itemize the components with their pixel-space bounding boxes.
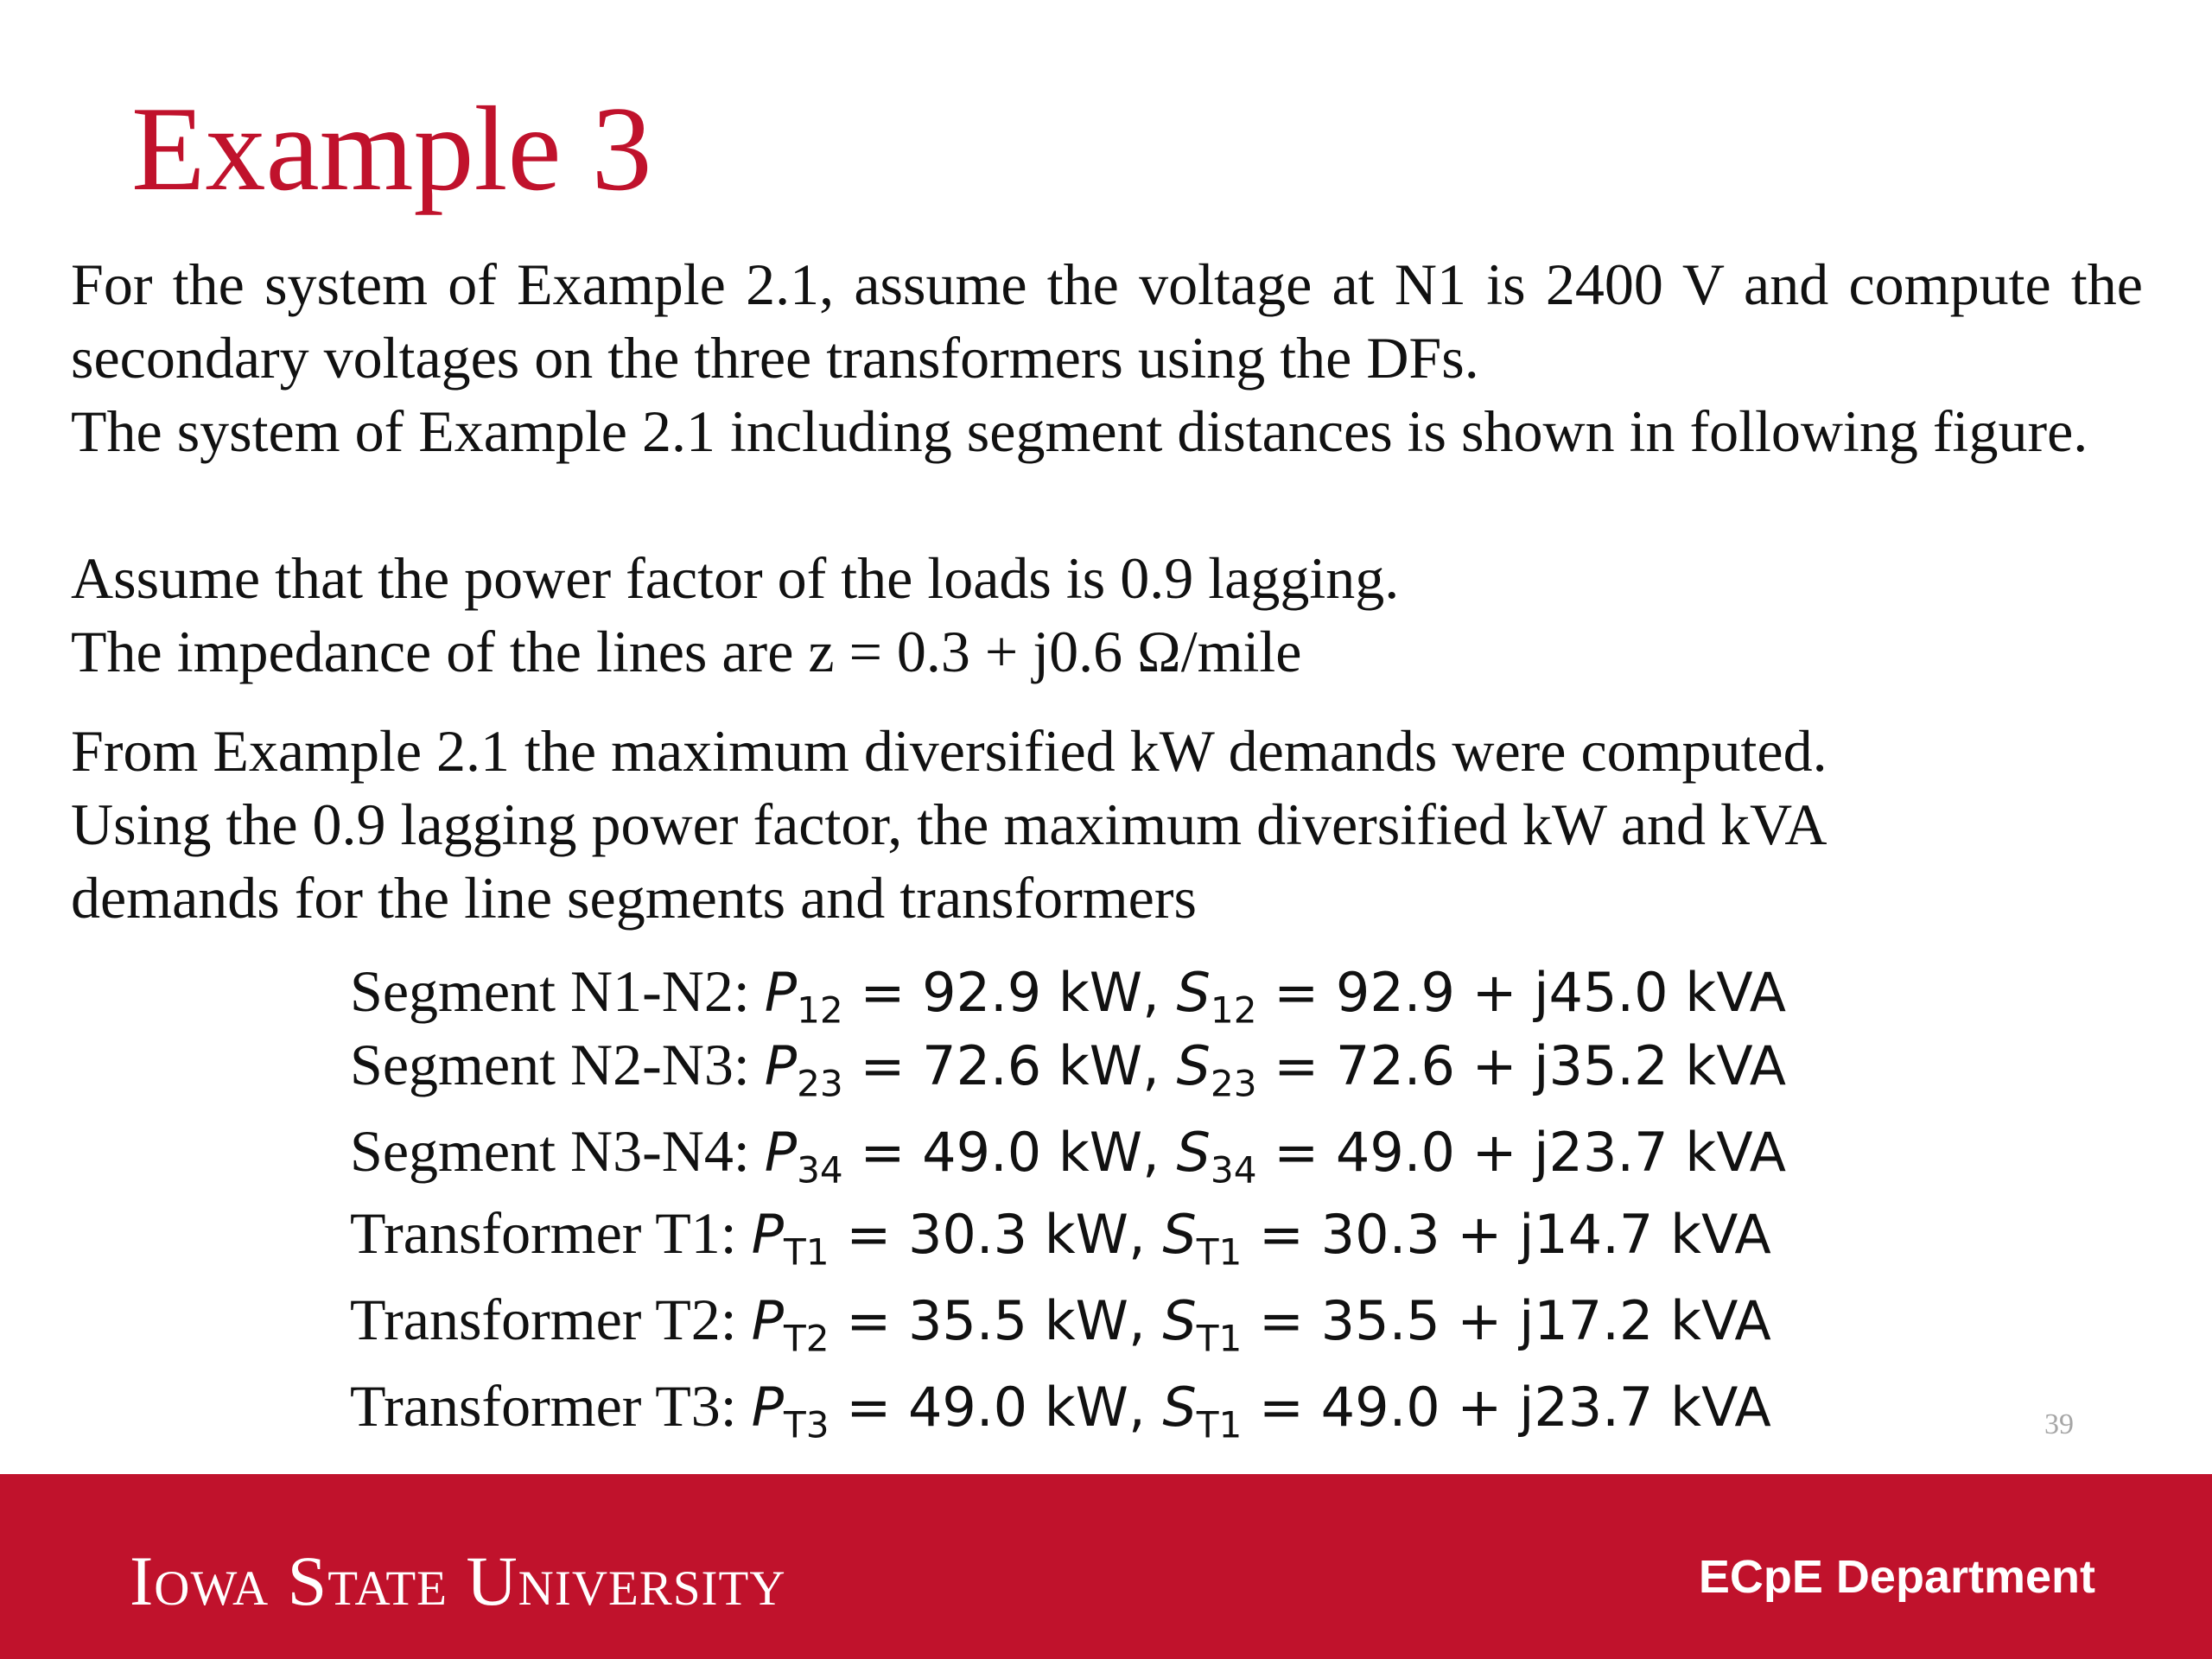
demand-row-n1-n2: Segment N1-N2: $P_{12} = 92.9$ kW, $S_{12} = 92.9 + j45.0$ kVA [350, 958, 1787, 1032]
page-number: 39 [2044, 1408, 2074, 1440]
intro-paragraph-2: The system of Example 2.1 including segment distances is shown in following figure. [71, 398, 2088, 464]
demands-intro: From Example 2.1 the maximum diversified kW demands were computed. Using the 0.9 lagging power factor, the maximum diversified kW and kVA demands for the line segments and transformers [71, 718, 1827, 931]
power-factor-line: Assume that the power factor of the loads is 0.9 lagging. [71, 545, 1400, 611]
demand-row-n3-n4: Segment N3-N4: $P_{34} = 49.0$ kW, $S_{34} = 49.0 + j23.7$ kVA [350, 1118, 1787, 1192]
demand-row-t2: Transformer T2: $P_{T2} = 35.5$ kW, $S_{T1} = 35.5 + j17.2$ kVA [350, 1287, 1771, 1360]
department-label: ECpE Department [1698, 1551, 2095, 1603]
university-wordmark: Iowa State University [130, 1541, 786, 1620]
demand-row-n2-n3: Segment N2-N3: $P_{23} = 72.6$ kW, $S_{23} = 72.6 + j35.2$ kVA [350, 1032, 1787, 1105]
demand-row-t3: Transformer T3: $P_{T3} = 49.0$ kW, $S_{T1} = 49.0 + j23.7$ kVA [350, 1373, 1771, 1446]
intro-paragraph-1: For the system of Example 2.1, assume the voltage at N1 is 2400 V and compute the secondary voltages on the three transformers using the DFs. [71, 251, 2143, 391]
impedance-line: The impedance of the lines are z = 0.3 + j0.6 Ω/mile [71, 619, 1302, 684]
demand-row-t1: Transformer T1: $P_{T1} = 30.3$ kW, $S_{T1} = 30.3 + j14.7$ kVA [350, 1200, 1771, 1274]
slide-title: Example 3 [131, 82, 652, 216]
